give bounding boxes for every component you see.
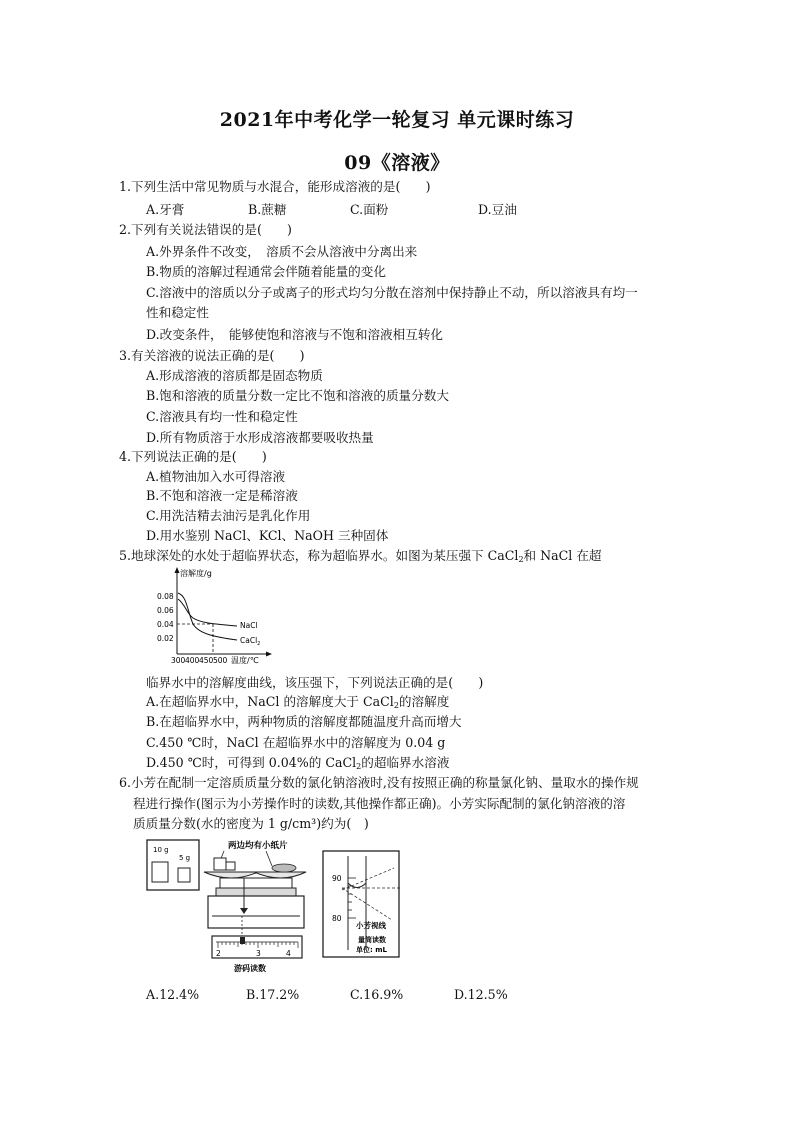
paper-label: 两边均有小纸片 (228, 841, 288, 851)
question-4-stem: 4.下列说法正确的是( ) (119, 449, 267, 464)
question-5-stem: 5.地球深处的水处于超临界状态，称为超临界水。如图为某压强下 CaCl$_2$和 NaCl 在超 (119, 548, 602, 564)
scale-tick-2: 2 (216, 949, 221, 958)
question-6-option-c: C.16.9% (350, 987, 404, 1002)
question-2-stem: 2.下列有关说法错误的是( ) (119, 222, 292, 237)
question-2-option-a: A.外界条件不改变， 溶质不会从溶液中分离出来 (146, 244, 418, 259)
right-pan (254, 872, 306, 878)
question-6-stem-cont-2: 质质量分数(水的密度为 1 g/cm³)约为( ) (133, 816, 369, 831)
solubility-curve-figure (157, 566, 275, 666)
question-4-option-b: B.不饱和溶液一定是稀溶液 (146, 488, 298, 503)
weight-5g (178, 868, 190, 882)
y-tick-0-02: 0.02 (157, 634, 174, 643)
y-tick-0-06: 0.06 (157, 606, 174, 615)
cacl2-curve (178, 593, 237, 640)
question-3-option-c: C.溶液具有均一性和稳定性 (146, 409, 298, 424)
question-6-option-a: A.12.4% (146, 987, 200, 1002)
cylinder-mark-90: 90 (332, 874, 342, 883)
question-3-option-b: B.饱和溶液的质量分数一定比不饱和溶液的质量分数大 (146, 388, 449, 403)
sight-line-label: 小芳视线 (356, 921, 386, 930)
cylinder-mark-80: 80 (332, 914, 342, 923)
question-4-option-c: C.用洗洁精去油污是乳化作用 (146, 508, 311, 523)
scale-tick-4: 4 (286, 949, 291, 958)
question-3-stem: 3.有关溶液的说法正确的是( ) (119, 348, 305, 363)
question-6-option-b: B.17.2% (246, 987, 300, 1002)
question-1-stem: 1.下列生活中常见物质与水混合，能形成溶液的是( ) (119, 179, 431, 194)
x-tick-450: 450 (199, 656, 214, 665)
nacl-curve (178, 599, 237, 626)
question-1-option-b: B.蔗糖 (248, 202, 287, 217)
x-axis-label: 温度/℃ (231, 656, 259, 665)
question-5-option-c: C.450 ℃时，NaCl 在超临界水中的溶解度为 0.04 g (146, 735, 446, 750)
question-4-option-a: A.植物油加入水可得溶液 (146, 469, 286, 484)
question-3-option-a: A.形成溶液的溶质都是固态物质 (146, 368, 323, 383)
question-1-option-d: D.豆油 (478, 202, 517, 217)
x-tick-300: 300 (171, 656, 186, 665)
question-2-option-b: B.物质的溶解过程通常会伴随着能量的变化 (146, 264, 386, 279)
question-1-option-c: C.面粉 (350, 202, 389, 217)
page-subtitle: 09《溶液》 (344, 152, 450, 174)
weight-10g (152, 862, 168, 882)
question-2-option-d: D.改变条件， 能够使饱和溶液与不饱和溶液相互转化 (146, 327, 444, 342)
cylinder-reading-label: 量筒读数 (358, 936, 386, 944)
y-axis-label: 溶解度/g (180, 569, 212, 578)
y-tick-0-08: 0.08 (157, 592, 174, 601)
question-3-option-d: D.所有物质溶于水形成溶液都要吸收热量 (146, 430, 374, 445)
left-pan (204, 872, 258, 878)
question-5-option-b: B.在超临界水中，两种物质的溶解度都随温度升高而增大 (146, 714, 462, 729)
nacl-curve-label: NaCl (240, 621, 258, 630)
balance-figure (146, 838, 306, 978)
scale-tick-3: 3 (256, 949, 261, 958)
cacl2-curve-label: CaCl$_2$ (240, 636, 261, 647)
question-5-stem-cont: 临界水中的溶解度曲线，该压强下，下列说法正确的是( ) (146, 675, 484, 690)
question-6-option-d: D.12.5% (454, 987, 508, 1002)
question-4-option-d: D.用水鉴别 NaCl、KCl、NaOH 三种固体 (146, 528, 389, 543)
page-title: 2021年中考化学一轮复习 单元课时练习 (219, 109, 575, 131)
question-6-stem: 6.小芳在配制一定溶质质量分数的氯化钠溶液时,没有按照正确的称量氯化钠、量取水的操作规 (119, 775, 639, 790)
weight-10g-label: 10 g (153, 846, 169, 854)
rider (240, 937, 245, 944)
graduated-cylinder-figure (322, 850, 402, 960)
y-tick-0-04: 0.04 (157, 620, 174, 629)
x-tick-500: 500 (213, 656, 228, 665)
question-6-stem-cont-1: 程进行操作(图示为小芳操作时的读数,其他操作都正确)。小芳实际配制的氯化钠溶液的溶 (133, 796, 626, 811)
question-1-option-a: A.牙膏 (146, 202, 185, 217)
rider-reading-label: 游码读数 (234, 964, 266, 973)
question-5-option-d: D.450 ℃时，可得到 0.04%的 CaCl$_2$的超临界水溶液 (146, 755, 450, 771)
weight-5g-label: 5 g (179, 854, 191, 862)
question-2-option-c: C.溶液中的溶质以分子或离子的形式均匀分散在溶剂中保持静止不动，所以溶液具有均一 (146, 285, 638, 300)
question-5-option-a: A.在超临界水中，NaCl 的溶解度大于 CaCl$_2$的溶解度 (146, 694, 450, 710)
cylinder-unit-label: 单位: mL (356, 946, 387, 954)
x-tick-400: 400 (185, 656, 200, 665)
question-2-option-c-cont: 性和稳定性 (146, 305, 209, 320)
